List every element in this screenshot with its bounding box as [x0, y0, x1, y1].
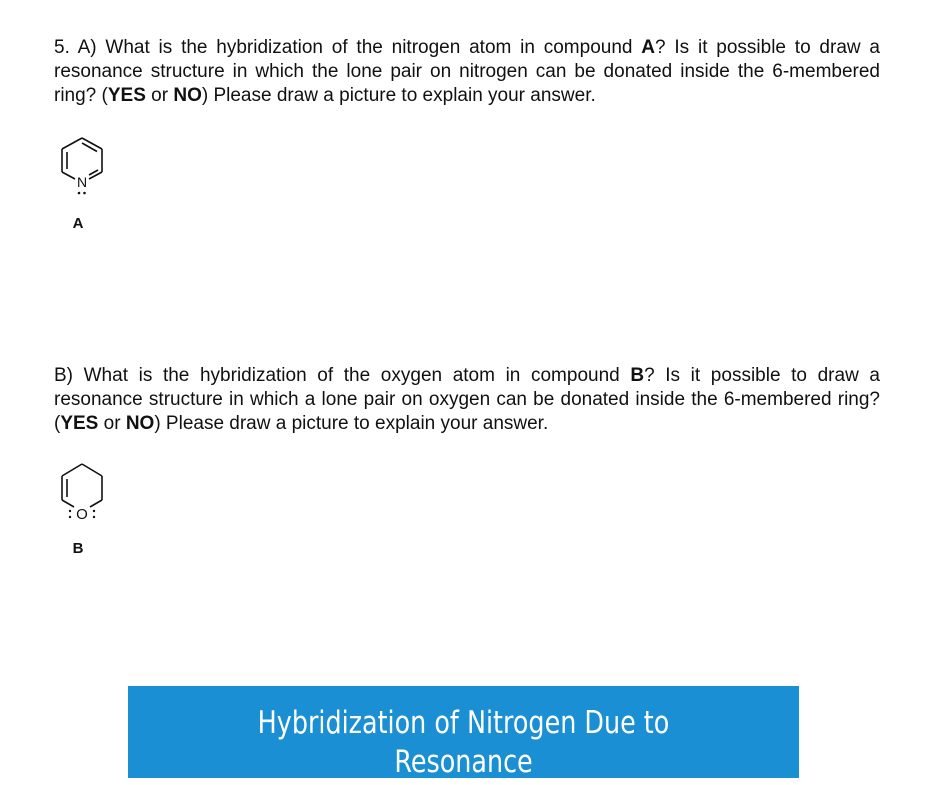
dihydropyran-structure [40, 455, 120, 535]
question-a-no: NO [173, 85, 202, 106]
question-b-text [54, 364, 880, 436]
nitrogen-lone-pair [78, 192, 86, 195]
dihydropyran-ring [62, 464, 102, 507]
question-b-text-2: ? Is it possible to draw a resonance structure in which a lone pair on oxygen can be donated inside the 6-membered ring? ( [54, 365, 880, 434]
question-b-yes: YES [60, 413, 99, 434]
oxygen-atom: O [76, 506, 88, 523]
question-b-text-3: ) Please draw a picture to explain your answer. [154, 413, 549, 434]
question-a-yes: YES [107, 85, 146, 106]
pyridine-ring [62, 138, 102, 179]
question-b-no: NO [125, 413, 155, 434]
question-a-text-3: ) Please draw a picture to explain your answer. [201, 85, 596, 106]
title-banner [128, 686, 799, 778]
question-a-text-1: 5. A) What is the hybridization of the nitrogen atom in compound [54, 37, 642, 58]
compound-b-label: B [72, 540, 84, 557]
question-a-text [54, 36, 880, 108]
question-b-or: or [98, 413, 126, 434]
compound-a-label: A [72, 215, 84, 232]
question-b-text-1: B) What is the hybridization of the oxygen atom in compound [54, 365, 631, 386]
question-a-text-2: ? Is it possible to draw a resonance structure in which the lone pair on nitrogen can be donated inside the 6-membered ring? ( [54, 37, 880, 106]
question-b-compound-ref: B [630, 365, 645, 386]
nitrogen-atom: N [76, 174, 88, 190]
banner-title: Hybridization of Nitrogen Due to Resonance [257, 705, 670, 778]
pyridine-structure [40, 126, 120, 206]
question-a-compound-ref: A [641, 37, 656, 58]
question-a-or: or [145, 85, 174, 106]
